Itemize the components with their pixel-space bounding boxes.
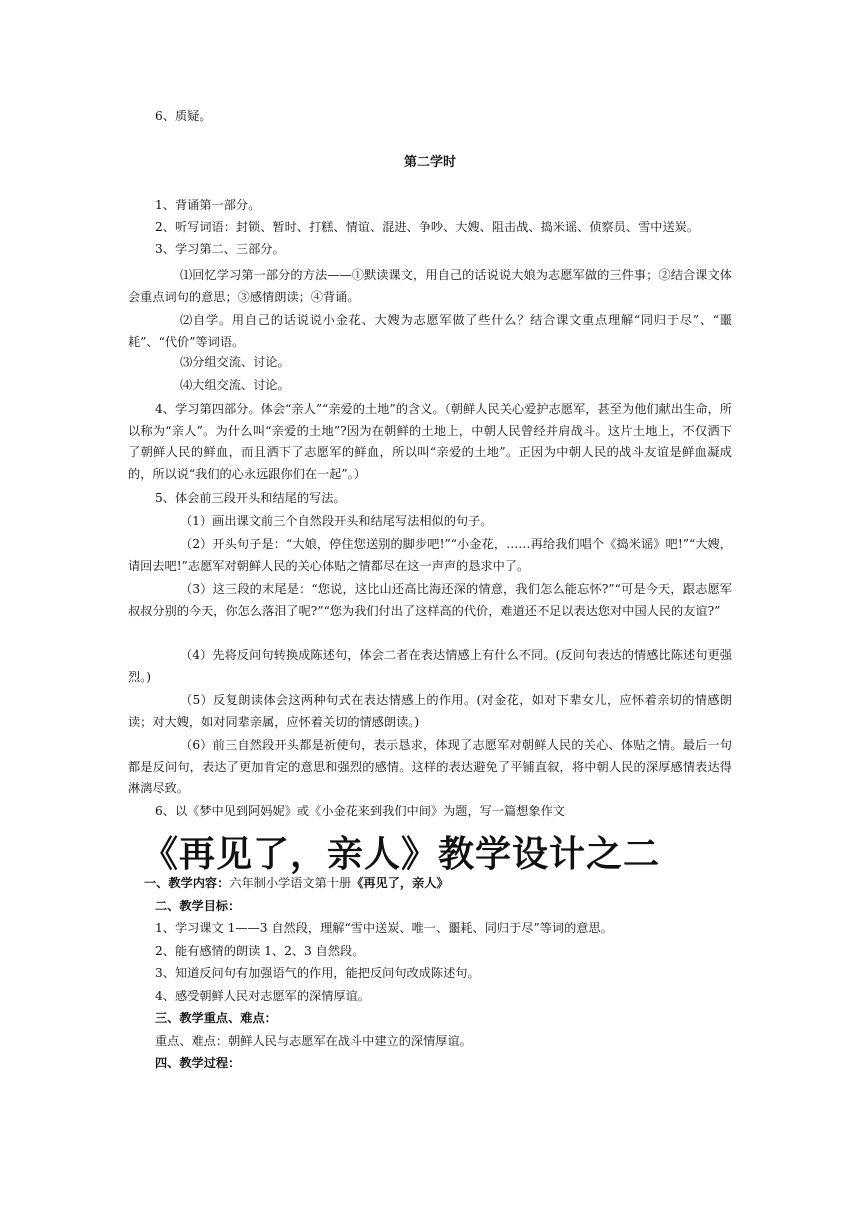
- question-item: 6、质疑。: [155, 109, 212, 123]
- content-book-title: 《再见了，亲人》: [351, 876, 449, 890]
- step-4: 4、学习第四部分。体会“亲人”“亲爱的土地”的含义。（朝鲜人民关心爱护志愿军，甚至为他们献出生命，所以称为“亲人”。为什么叫“亲爱的土地”?因为在朝鲜的土地上，中朝人民曾经并肩战斗。这片土地上，不仅洒下了朝鲜人民的鲜血，而且洒下了志愿军的鲜血，所以叫“亲爱的土地”。正因为中朝人民的战斗友谊是鲜血凝成的，所以说“我们的心永远跟你们在一起”。）: [128, 402, 732, 481]
- goal-3: 3、知道反问句有加强语气的作用，能把反问句改成陈述句。: [155, 966, 480, 980]
- key-points-text: 重点、难点：朝鲜人民与志愿军在战斗中建立的深情厚谊。: [155, 1034, 472, 1048]
- content-text: 六年制小学语文第十册: [229, 876, 352, 890]
- goals-label: 二、教学目标：: [155, 899, 241, 913]
- content-line: [144, 873, 748, 895]
- step-5-sub-1: （1）画出课文前三个自然段开头和结尾写法相似的句子。: [180, 514, 493, 528]
- step-5-sub-4: （4）先将反问句转换成陈述句，体会二者在表达情感上有什么不同。(反问句表达的情感比陈述句更强烈。): [128, 648, 732, 684]
- step-1: 1、背诵第一部分。: [155, 198, 261, 212]
- step-3-sub-2: ⑵自学。用自己的话说说小金花、大嫂为志愿军做了些什么？结合课文重点理解“同归于尽”、“噩耗”、“代价”等词语。: [128, 313, 732, 349]
- step-3-sub-1: ⑴回忆学习第一部分的方法——①默读课文，用自己的话说说大娘为志愿军做的三件事；②结合课文体会重点词句的意思；③感情朗读；④背诵。: [128, 268, 732, 304]
- goal-4: 4、感受朝鲜人民对志愿军的深情厚谊。: [155, 989, 370, 1003]
- step-5: 5、体会前三段开头和结尾的写法。: [155, 491, 346, 505]
- step-2: 2、听写词语：封锁、暂时、打糕、情谊、混进、争吵、大嫂、阻击战、捣米谣、侦察员、雪中送炭。: [155, 220, 700, 234]
- step-3-sub-3: ⑶分组交流、讨论。: [180, 355, 290, 369]
- step-5-sub-2: （2）开头句子是：“大娘，停住您送别的脚步吧!”“小金花，……再给我们唱个《捣米谣》吧!”“大嫂，请回去吧!”志愿军对朝鲜人民的关心体贴之情都尽在这一声声的恳求中了。: [128, 537, 732, 573]
- goal-2: 2、能有感情的朗读 1、2、3 自然段。: [155, 944, 365, 958]
- section-heading-second-period: 第二学时: [403, 155, 456, 170]
- step-3-sub-4: ⑷大组交流、讨论。: [180, 378, 290, 392]
- content-label: 一、教学内容：: [144, 876, 230, 890]
- step-3: 3、学习第二、三部分。: [155, 242, 285, 256]
- step-5-sub-6: （6）前三自然段开头都是祈使句，表示恳求，体现了志愿军对朝鲜人民的关心、体贴之情。最后一句都是反问句，表达了更加肯定的意思和强烈的感情。这样的表达避免了平铺直叙，将中朝人民的深厚感情表达得淋漓尽致。: [128, 738, 732, 795]
- goal-1: 1、学习课文 1——3 自然段，理解“雪中送炭、唯一、噩耗、同归于尽”等词的意思。: [155, 921, 613, 935]
- step-5-sub-5: （5）反复朗读体会这两种句式在表达情感上的作用。(对金花，如对下辈女儿，应怀着亲切的情感朗读；对大嫂，如对同辈亲属，应怀着关切的情感朗读。): [128, 693, 732, 729]
- step-6: 6、以《梦中见到阿妈妮》或《小金花来到我们中间》为题，写一篇想象作文: [155, 804, 565, 818]
- design-two-title: 《再见了，亲人》教学设计之二: [142, 833, 661, 875]
- process-label: 四、教学过程：: [155, 1056, 241, 1070]
- step-5-sub-3: （3）这三段的末尾是：“您说，这比山还高比海还深的情意，我们怎么能忘怀?”“可是今天，跟志愿军叔叔分别的今天，你怎么落泪了呢?”“您为我们付出了这样高的代价，难道还不足以表达您对中国人民的友谊?”: [128, 582, 732, 618]
- key-points-label: 三、教学重点、难点：: [155, 1011, 277, 1025]
